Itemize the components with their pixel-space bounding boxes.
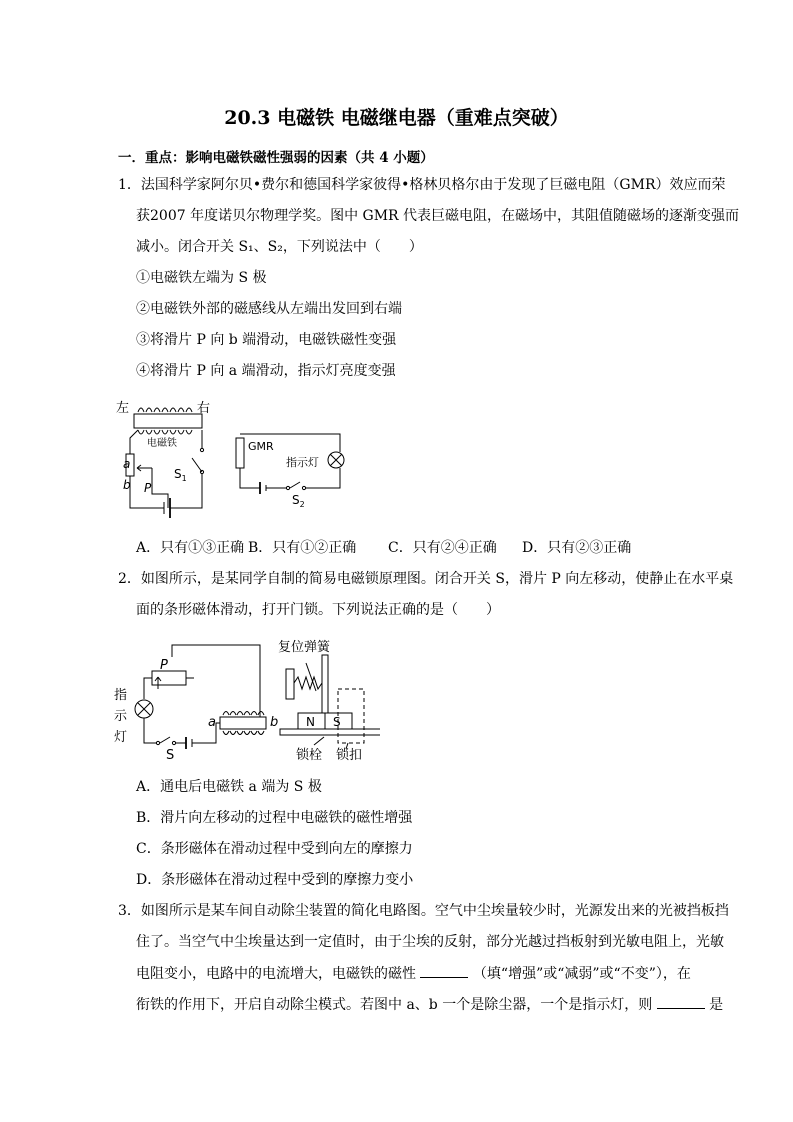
- q3-line-4: [136, 994, 723, 1015]
- q3-line-3-part-1: 电阻变小，电路中的电流增大，电磁铁的磁性: [136, 966, 416, 982]
- q1-fig-p-label: P: [144, 481, 152, 495]
- q2-fig-lamp-label-3: 灯: [114, 730, 128, 745]
- q2-fig-catch-label: 锁扣: [336, 748, 363, 763]
- q1-statement-4: ④将滑片 P 向 a 端滑动，指示灯亮度变强: [136, 363, 396, 379]
- q1-fig-s2-label: $S_2$: [292, 493, 305, 509]
- q2-fig-lamp-label-1: 指: [114, 688, 128, 703]
- q1-fig-magnet-label: 电磁铁: [147, 438, 177, 449]
- q2-fig-s-pole-label: S: [333, 715, 341, 729]
- q1-statement-1: ①电磁铁左端为 S 极: [136, 270, 267, 286]
- q2-option-a: A．通电后电磁铁 a 端为 S 极: [136, 779, 322, 795]
- q1-fig-a-label: a: [123, 457, 131, 471]
- q3-line-2: 住了。当空气中尘埃量达到一定值时，由于尘埃的反射，部分光越过挡板射到光敏电阻上，光敏: [136, 934, 724, 950]
- q3-answer-blank-2[interactable]: [657, 994, 705, 1009]
- q3-answer-blank-1[interactable]: [420, 963, 468, 978]
- q2-fig-bolt-label: 锁栓: [296, 748, 323, 763]
- q1-statement-2: ②电磁铁外部的磁感线从左端出发回到右端: [136, 301, 402, 317]
- q2-fig-spring-label: 复位弹簧: [278, 640, 331, 655]
- q1-option-c: C．只有②④正确: [388, 540, 497, 556]
- q1-option-a: A．只有①③正确: [136, 540, 245, 556]
- q1-fig-b-label: b: [123, 478, 131, 492]
- q3-line-4-part-1: 衔铁的作用下，开启自动除尘模式。若图中 a、b 一个是除尘器，一个是指示灯，则: [136, 997, 653, 1013]
- q2-fig-s-label: S: [166, 748, 175, 763]
- q2-line-2: 面的条形磁体滑动，打开门锁。下列说法正确的是（ ）: [136, 602, 500, 618]
- q2-fig-lamp-label-2: 示: [114, 709, 128, 724]
- section-heading: 一．重点：影响电磁铁磁性强弱的因素（共 4 小题）: [118, 150, 434, 166]
- q3-line-1: 3．如图所示是某车间自动除尘装置的简化电路图。空气中尘埃量较少时，光源发出来的光被挡板挡: [118, 903, 729, 919]
- q2-option-b: B．滑片向左移动的过程中电磁铁的磁性增强: [136, 810, 413, 826]
- q1-statement-3: ③将滑片 P 向 b 端滑动，电磁铁磁性变强: [136, 332, 397, 348]
- q3-line-3: [136, 963, 691, 984]
- q1-fig-gmr-label: GMR: [248, 440, 274, 453]
- q1-fig-s1-label: $S_1$: [174, 467, 187, 483]
- q2-option-c: C．条形磁体在滑动过程中受到向左的摩擦力: [136, 841, 413, 857]
- q1-line-2: 获2007 年度诺贝尔物理学奖。图中 GMR 代表巨磁电阻，在磁场中，其阻值随磁场的逐渐变强而: [136, 208, 740, 224]
- q2-option-d: D．条形磁体在滑动过程中受到的摩擦力变小: [136, 872, 414, 888]
- q1-option-d: D．只有②③正确: [522, 540, 632, 556]
- page-title: 20.3 电磁铁 电磁继电器（重难点突破）: [224, 107, 569, 129]
- q1-option-b: B．只有①②正确: [248, 540, 357, 556]
- q1-fig-left-label: 左: [116, 401, 130, 416]
- q2-fig-p-label: P: [160, 658, 168, 673]
- q2-fig-n-label: N: [306, 715, 315, 729]
- q1-fig-right-label: 右: [197, 401, 211, 416]
- q3-line-4-part-2: 是: [709, 997, 724, 1013]
- q1-fig-lamp-label: 指示灯: [286, 456, 319, 469]
- q1-line-3: 减小。闭合开关 S₁、S₂，下列说法中（ ）: [136, 239, 423, 255]
- q1-line-1: 1．法国科学家阿尔贝•费尔和德国科学家彼得•格林贝格尔由于发现了巨磁电阻（GMR）效应而荣: [118, 177, 726, 193]
- q2-fig-a-label: a: [208, 715, 216, 730]
- q2-lock-figure: [110, 633, 380, 765]
- q2-line-1: 2．如图所示，是某同学自制的简易电磁锁原理图。闭合开关 S，滑片 P 向左移动，使静止在水平桌: [118, 571, 734, 587]
- q1-circuit-figure: [110, 392, 350, 527]
- q3-line-3-part-2: （填“增强”或“减弱”或“不变”），在: [472, 966, 691, 982]
- q2-fig-b-label: b: [270, 715, 279, 730]
